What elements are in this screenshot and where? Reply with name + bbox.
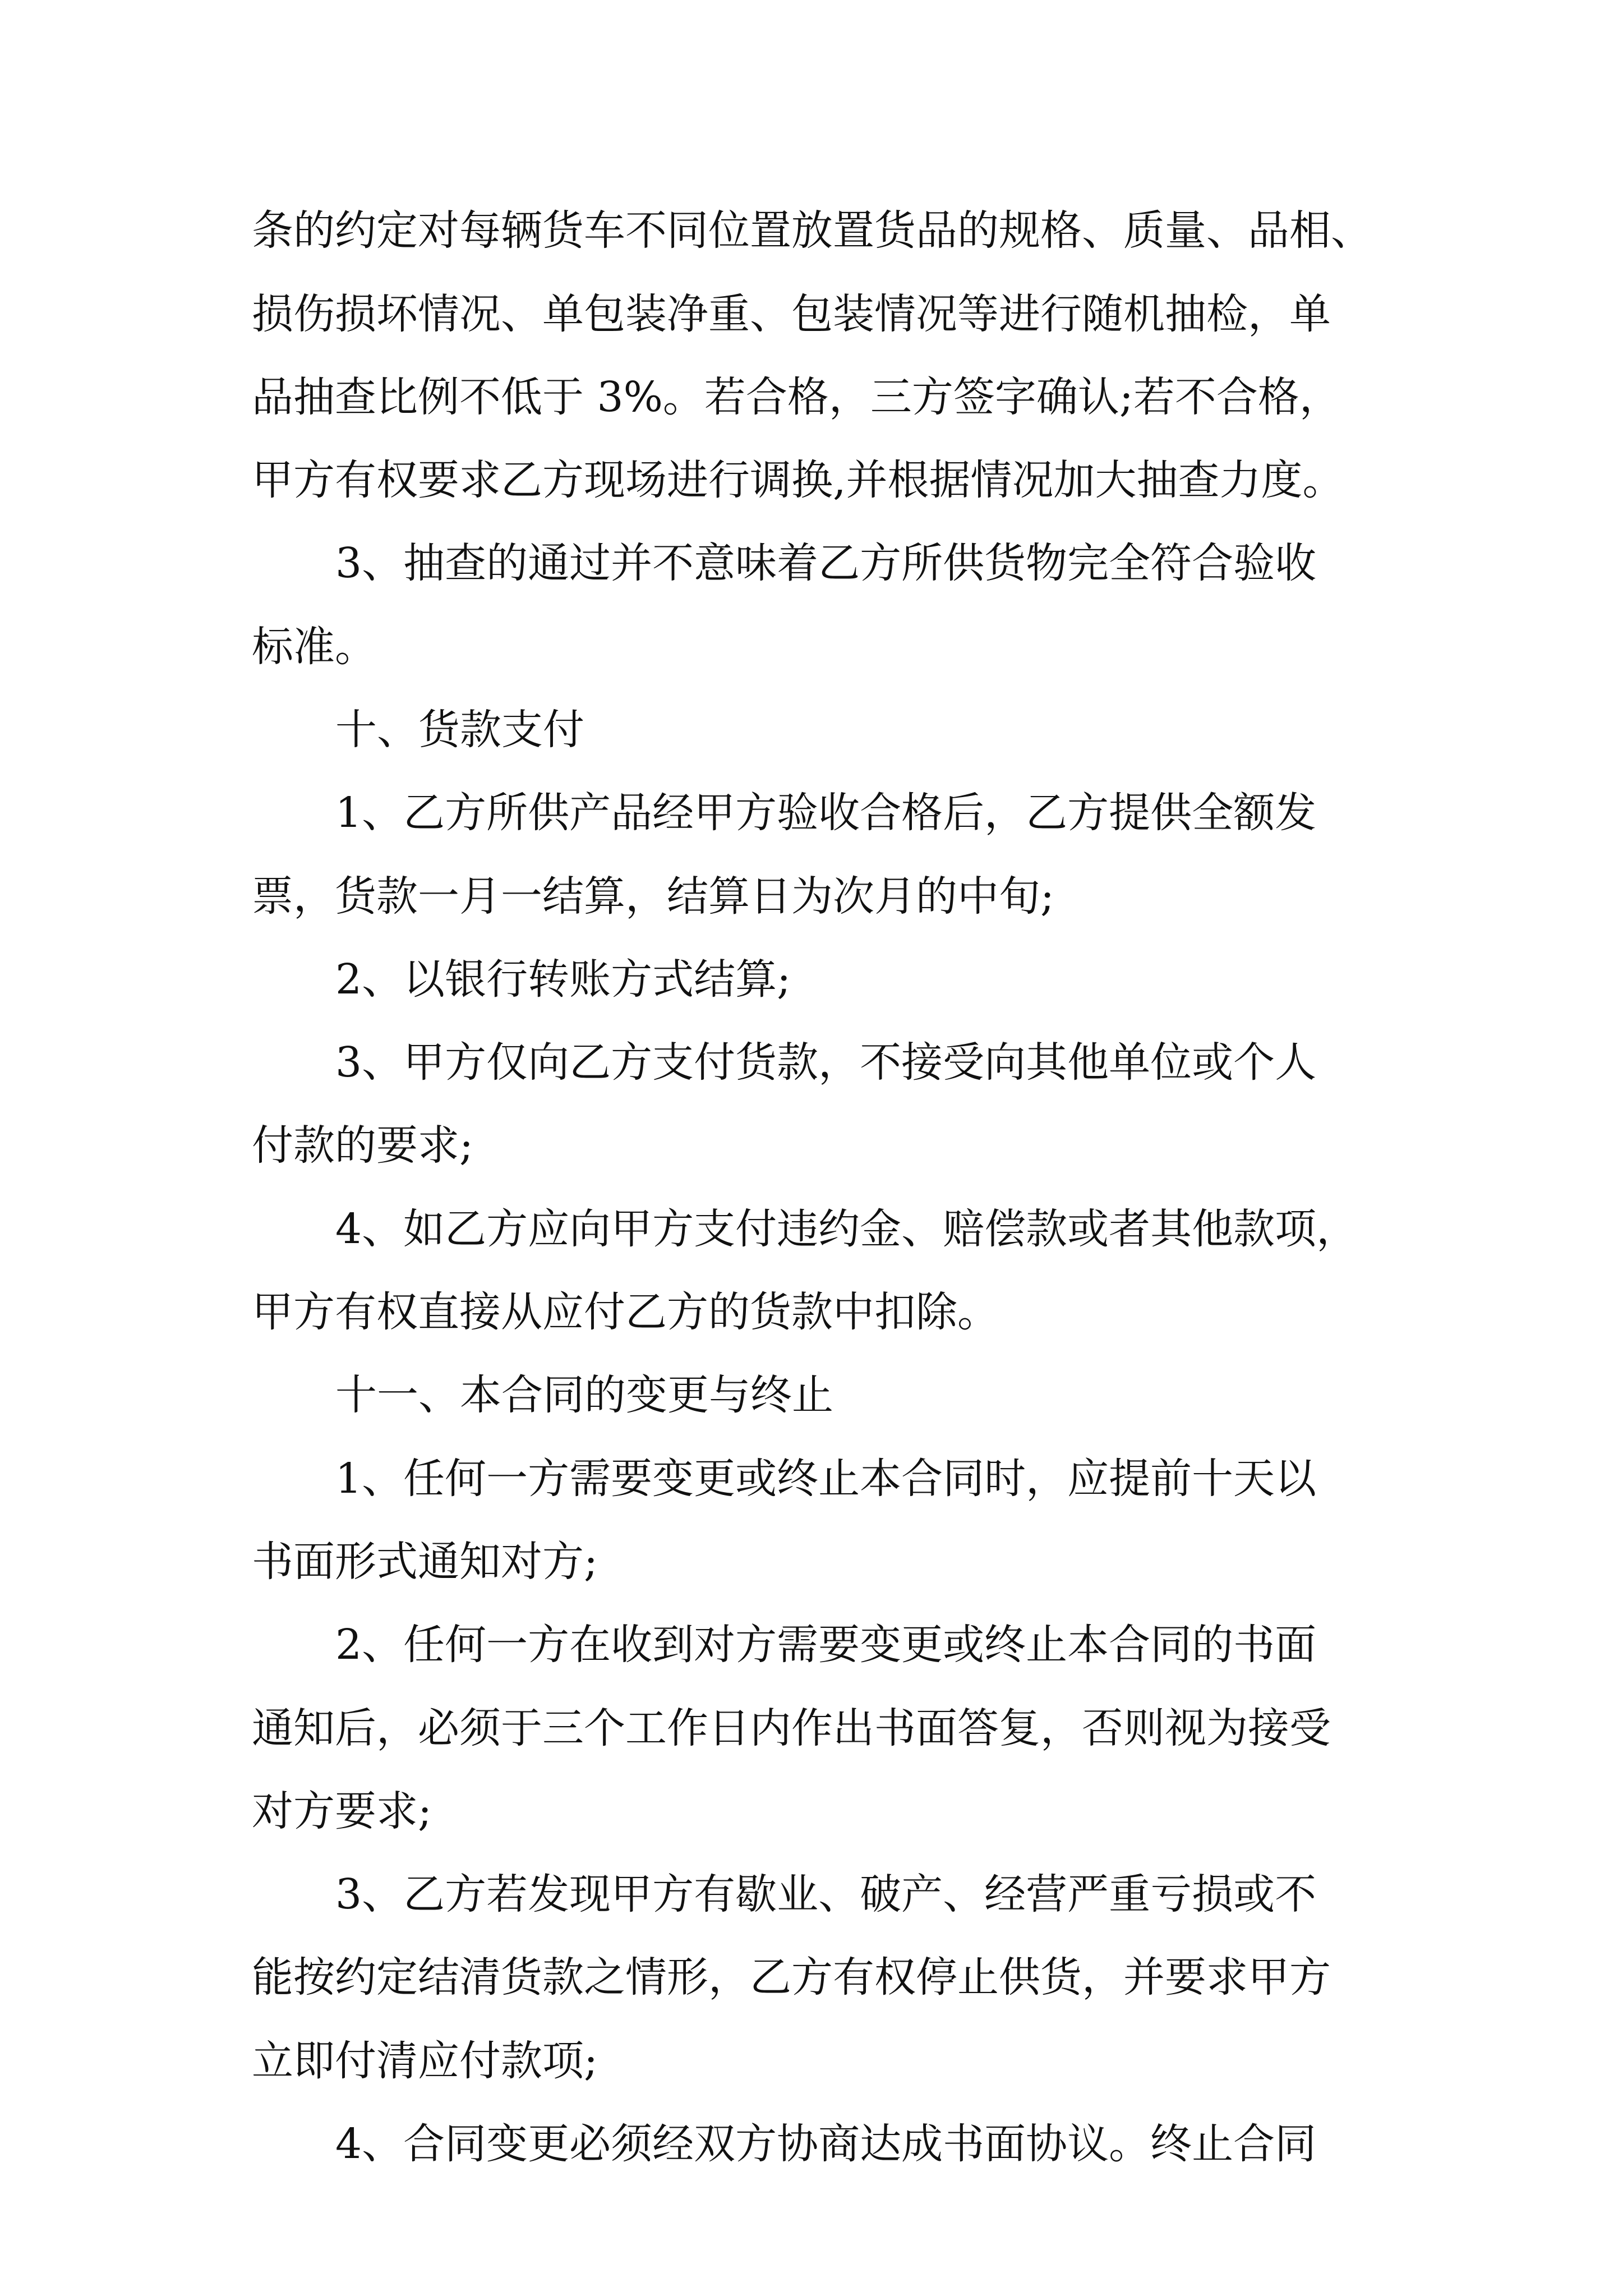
section-heading: 十、货款支付 xyxy=(335,706,584,754)
text-line: 书面形式通知对方; xyxy=(252,1538,598,1586)
text-line: 标准。 xyxy=(252,623,376,671)
text-line: 能按约定结清货款之情形，乙方有权停止供货，并要求甲方 xyxy=(252,1953,1331,2001)
text-line: 2、任何一方在收到对方需要变更或终止本合同的书面 xyxy=(335,1621,1317,1669)
text-line: 3、抽查的通过并不意味着乙方所供货物完全符合验收 xyxy=(335,539,1317,587)
text-line: 1、任何一方需要变更或终止本合同时，应提前十天以 xyxy=(335,1455,1317,1503)
text-line: 4、合同变更必须经双方协商达成书面协议。终止合同 xyxy=(335,2120,1317,2168)
text-line: 甲方有权要求乙方现场进行调换,并根据情况加大抽查力度。 xyxy=(252,456,1344,504)
text-line: 1、乙方所供产品经甲方验收合格后，乙方提供全额发 xyxy=(335,789,1317,837)
text-line: 通知后，必须于三个工作日内作出书面答复，否则视为接受 xyxy=(252,1704,1331,1752)
text-line: 3、甲方仅向乙方支付货款，不接受向其他单位或个人 xyxy=(335,1038,1317,1087)
text-line: 甲方有权直接从应付乙方的货款中扣除。 xyxy=(252,1288,999,1336)
text-line: 立即付清应付款项; xyxy=(252,2037,598,2085)
section-heading: 十一、本合同的变更与终止 xyxy=(335,1371,833,1419)
text-line: 品抽查比例不低于 3%。若合格，三方签字确认;若不合格， xyxy=(252,373,1341,421)
text-line: 2、以银行转账方式结算; xyxy=(335,955,791,1004)
text-line: 条的约定对每辆货车不同位置放置货品的规格、质量、品相、 xyxy=(252,206,1372,255)
text-line: 损伤损坏情况、单包装净重、包装情况等进行随机抽检，单 xyxy=(252,290,1331,338)
text-line: 4、如乙方应向甲方支付违约金、赔偿款或者其他款项， xyxy=(335,1205,1358,1253)
text-line: 3、乙方若发现甲方有歇业、破产、经营严重亏损或不 xyxy=(335,1870,1317,1918)
text-line: 付款的要求; xyxy=(252,1121,473,1170)
text-line: 对方要求; xyxy=(252,1787,432,1835)
text-line: 票，货款一月一结算，结算日为次月的中旬; xyxy=(252,872,1054,921)
